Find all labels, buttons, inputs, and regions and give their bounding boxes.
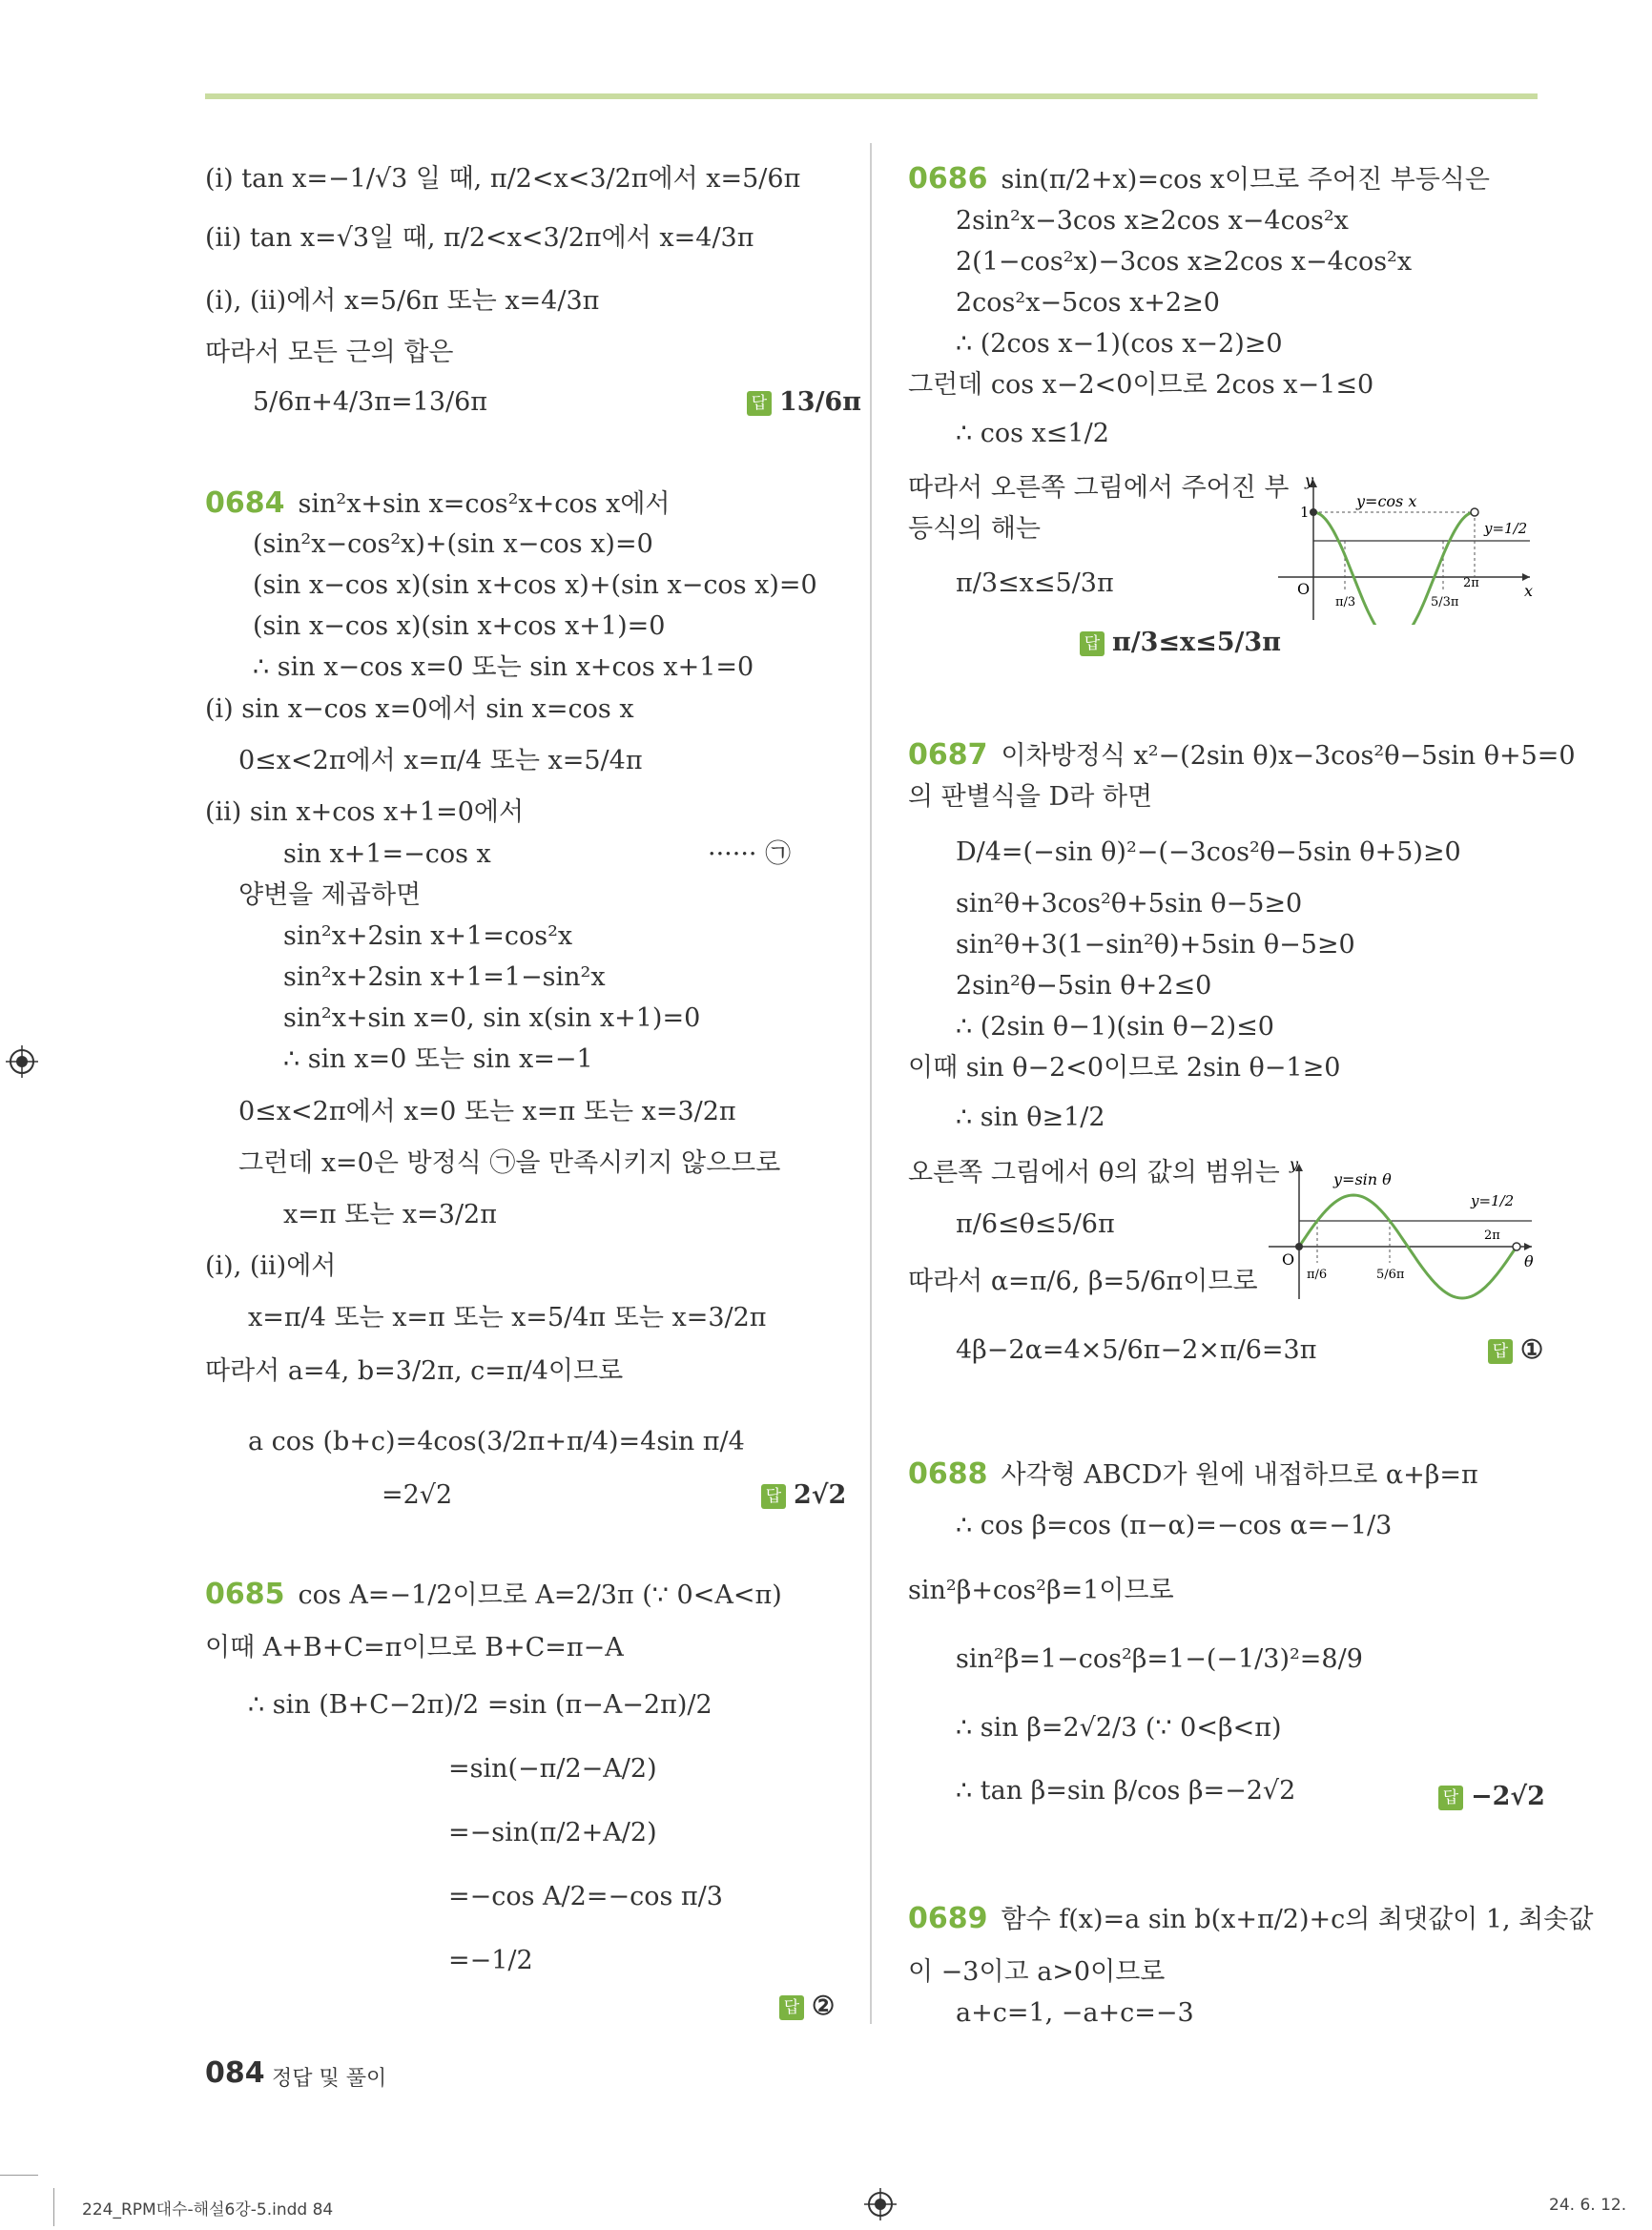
solution-line: =sin(−π/2−A/2) (448, 1754, 657, 1784)
solution-line: (sin x−cos x)(sin x+cos x+1)=0 (253, 611, 666, 641)
solution-line: 0≤x<2π에서 x=0 또는 x=π 또는 x=3/2π (238, 1097, 736, 1126)
y-tick-label: 1 (1300, 504, 1310, 521)
answer-value: π/3≤x≤5/3π (1112, 628, 1281, 657)
solution-line: (ⅰ) tan x=−1/√3 일 때, π/2<x<3/2π에서 x=5/6π (205, 164, 801, 194)
solution-line: ∴ sin (B+C−2π)/2 =sin (π−A−2π)/2 (248, 1690, 712, 1720)
solution-line: 5/6π+4/3π=13/6π (253, 387, 488, 417)
tick-label: π/6 (1307, 1268, 1328, 1282)
answer-value: ② (812, 1992, 836, 2021)
answer-0687 (1488, 1334, 1543, 1367)
x-axis-arrow (1522, 573, 1530, 581)
solution-line: 이차방정식 x²−(2sin θ)x−3cos²θ−5sin θ+5=0 (1001, 741, 1576, 771)
answer-value: 13/6π (779, 387, 861, 417)
tick-label: 5/3π (1431, 595, 1459, 609)
solution-line: ∴ (2sin θ−1)(sin θ−2)≤0 (956, 1012, 1274, 1042)
solution-line: (sin²x−cos²x)+(sin x−cos x)=0 (253, 529, 653, 559)
solution-line: ∴ tan β=sin β/cos β=−2√2 (956, 1776, 1296, 1806)
solution-line: sin²β+cos²β=1이므로 (908, 1576, 1174, 1605)
start-point (1295, 1243, 1303, 1250)
solution-line: 이때 sin θ−2<0이므로 2sin θ−1≥0 (908, 1053, 1341, 1083)
end-point (1513, 1243, 1520, 1250)
crop-mark (0, 2175, 38, 2176)
end-point (1471, 508, 1478, 516)
solution-line: π/3≤x≤5/3π (956, 568, 1114, 598)
solution-line: (ⅱ) sin x+cos x+1=0에서 (205, 797, 525, 827)
solution-line: (ⅰ) sin x−cos x=0에서 sin x=cos x (205, 694, 634, 724)
slug-file: 224_RPM대수-해설6강-5.indd 84 (82, 2200, 334, 2220)
problem-number: 0687 (908, 738, 988, 772)
x-axis-label: θ (1524, 1252, 1534, 1270)
solution-line: ∴ sin θ≥1/2 (956, 1103, 1105, 1132)
solution-line: ∴ cos x≤1/2 (956, 419, 1109, 448)
solution-line: 그런데 x=0은 방정식 ㉠을 만족시키지 않으므로 (238, 1148, 781, 1178)
curve-label: y=sin θ (1333, 1170, 1392, 1188)
problem-0685 (205, 1579, 782, 1612)
x-axis-arrow (1524, 1243, 1532, 1250)
solution-line: 이 −3이고 a>0이므로 (908, 1957, 1166, 1987)
answer-badge: 답 (761, 1484, 786, 1509)
origin-label: O (1282, 1250, 1295, 1269)
answer-0684 (761, 1479, 846, 1512)
solution-line: π/6≤θ≤5/6π (956, 1209, 1115, 1239)
tick-label: 5/6π (1376, 1268, 1405, 1282)
registration-mark-icon (6, 1045, 38, 1078)
problem-number: 0686 (908, 162, 988, 196)
solution-line: 그런데 cos x−2<0이므로 2cos x−1≤0 (908, 370, 1374, 400)
answer-0688 (1438, 1781, 1545, 1813)
answer-0686 (1080, 627, 1281, 659)
solution-line: sin²x+2sin x+1=cos²x (283, 921, 573, 951)
solution-line: =−cos A/2=−cos π/3 (448, 1882, 723, 1911)
solution-line: sin(π/2+x)=cos x이므로 주어진 부등식은 (1001, 165, 1490, 195)
solution-line: a cos (b+c)=4cos(3/2π+π/4)=4sin π/4 (248, 1427, 745, 1456)
page-number: 084 (205, 2056, 265, 2090)
answer-badge: 답 (779, 1995, 804, 2020)
answer-badge: 답 (747, 391, 772, 416)
column-divider (870, 143, 872, 2024)
solution-line: 함수 f(x)=a sin b(x+π/2)+c의 최댓값이 1, 최솟값 (1001, 1905, 1594, 1934)
answer-value: ① (1520, 1335, 1544, 1365)
solution-line: sin²β=1−cos²β=1−(−1/3)²=8/9 (956, 1644, 1363, 1674)
solution-line: 오른쪽 그림에서 θ의 값의 범위는 (908, 1158, 1280, 1187)
solution-line: sin²x+sin x=0, sin x(sin x+1)=0 (283, 1003, 701, 1033)
answer-badge: 답 (1438, 1786, 1463, 1810)
solution-line: ∴ sin β=2√2/3 (∵ 0<β<π) (956, 1713, 1282, 1743)
solution-line: 사각형 ABCD가 원에 내접하므로 α+β=π (1001, 1460, 1478, 1490)
solution-line: 2sin²θ−5sin θ+2≤0 (956, 971, 1212, 1001)
solution-line: 따라서 오른쪽 그림에서 주어진 부 (908, 473, 1290, 503)
solution-line: x=π 또는 x=3/2π (283, 1200, 497, 1229)
solution-line: =2√2 (382, 1480, 453, 1510)
solution-line: ∴ cos β=cos (π−α)=−cos α=−1/3 (956, 1511, 1393, 1540)
solution-line: 2(1−cos²x)−3cos x≥2cos x−4cos²x (956, 247, 1413, 277)
crop-mark (53, 2188, 54, 2226)
solution-line: =−1/2 (448, 1946, 533, 1975)
tick-label: 2π (1484, 1229, 1500, 1243)
line-label: y=1/2 (1471, 1192, 1515, 1209)
answer-value: −2√2 (1471, 1782, 1545, 1811)
problem-number: 0684 (205, 486, 285, 520)
solution-line: 0≤x<2π에서 x=π/4 또는 x=5/4π (238, 746, 643, 775)
header-rule (205, 93, 1538, 99)
answer-0685 (779, 1991, 835, 2023)
slug-date: 24. 6. 12. (1549, 2196, 1627, 2215)
answer-value: 2√2 (794, 1480, 847, 1510)
solution-line: a+c=1, −a+c=−3 (956, 1998, 1194, 2028)
solution-line: D/4=(−sin θ)²−(−3cos²θ−5sin θ+5)≥0 (956, 837, 1461, 867)
solution-line: sin²θ+3(1−sin²θ)+5sin θ−5≥0 (956, 930, 1355, 960)
solution-line: ∴ sin x=0 또는 sin x=−1 (283, 1044, 593, 1074)
equation-marker: ······ ㉠ (708, 839, 792, 869)
registration-mark-icon (864, 2188, 897, 2220)
solution-line: 의 판별식을 D라 하면 (908, 782, 1153, 812)
solution-line: 2cos²x−5cos x+2≥0 (956, 288, 1220, 318)
y-axis-label: y (1290, 1156, 1299, 1173)
y-axis-label: y (1305, 472, 1314, 489)
answer-badge: 답 (1488, 1339, 1513, 1364)
solution-line: 이때 A+B+C=π이므로 B+C=π−A (205, 1633, 624, 1662)
solution-line: ∴ (2cos x−1)(cos x−2)≥0 (956, 329, 1283, 359)
solution-line: 따라서 모든 근의 합은 (205, 338, 454, 367)
tick-label: π/3 (1335, 595, 1356, 609)
solution-line: =−sin(π/2+A/2) (448, 1818, 657, 1848)
solution-line: x=π/4 또는 x=π 또는 x=5/4π 또는 x=3/2π (248, 1303, 767, 1332)
problem-0687 (908, 739, 1576, 773)
problem-0686 (908, 163, 1490, 196)
problem-number: 0688 (908, 1457, 988, 1491)
solution-line: (ⅰ), (ⅱ)에서 x=5/6π 또는 x=4/3π (205, 286, 600, 316)
line-label: y=1/2 (1484, 520, 1528, 537)
problem-number: 0685 (205, 1578, 285, 1611)
problem-0688 (908, 1458, 1478, 1492)
problem-0684 (205, 487, 670, 521)
answer-badge: 답 (1080, 631, 1105, 656)
solution-line: 따라서 a=4, b=3/2π, c=π/4이므로 (205, 1356, 624, 1386)
solution-line: cos A=−1/2이므로 A=2/3π (∵ 0<A<π) (298, 1580, 782, 1610)
tick-label: 2π (1463, 576, 1479, 590)
solution-line: 4β−2α=4×5/6π−2×π/6=3π (956, 1335, 1317, 1365)
solution-line: sin x+1=−cos x (283, 839, 491, 869)
problem-0689 (908, 1903, 1593, 1936)
sine-graph (1259, 1156, 1538, 1309)
solution-line: ∴ sin x−cos x=0 또는 sin x+cos x+1=0 (253, 652, 754, 682)
solution-line: 양변을 제곱하면 (238, 880, 422, 910)
solution-line: sin²θ+3cos²θ+5sin θ−5≥0 (956, 889, 1303, 919)
solution-line: 등식의 해는 (908, 514, 1041, 544)
answer-0683 (747, 386, 861, 419)
solution-line: sin²x+sin x=cos²x+cos x에서 (298, 489, 671, 519)
page-label: 정답 및 풀이 (272, 2067, 387, 2091)
solution-line: (ⅰ), (ⅱ)에서 (205, 1251, 337, 1281)
solution-line: 2sin²x−3cos x≥2cos x−4cos²x (956, 206, 1349, 236)
solution-line: (sin x−cos x)(sin x+cos x)+(sin x−cos x)=0 (253, 570, 817, 600)
x-axis-label: x (1524, 582, 1534, 600)
solution-line: 따라서 α=π/6, β=5/6π이므로 (908, 1267, 1258, 1296)
cosine-graph (1269, 472, 1536, 625)
curve-label: y=cos x (1356, 492, 1417, 510)
problem-number: 0689 (908, 1902, 988, 1935)
start-point (1310, 508, 1317, 516)
solution-line: (ⅱ) tan x=√3일 때, π/2<x<3/2π에서 x=4/3π (205, 223, 754, 253)
solution-line: sin²x+2sin x+1=1−sin²x (283, 962, 606, 992)
origin-label: O (1297, 580, 1311, 598)
